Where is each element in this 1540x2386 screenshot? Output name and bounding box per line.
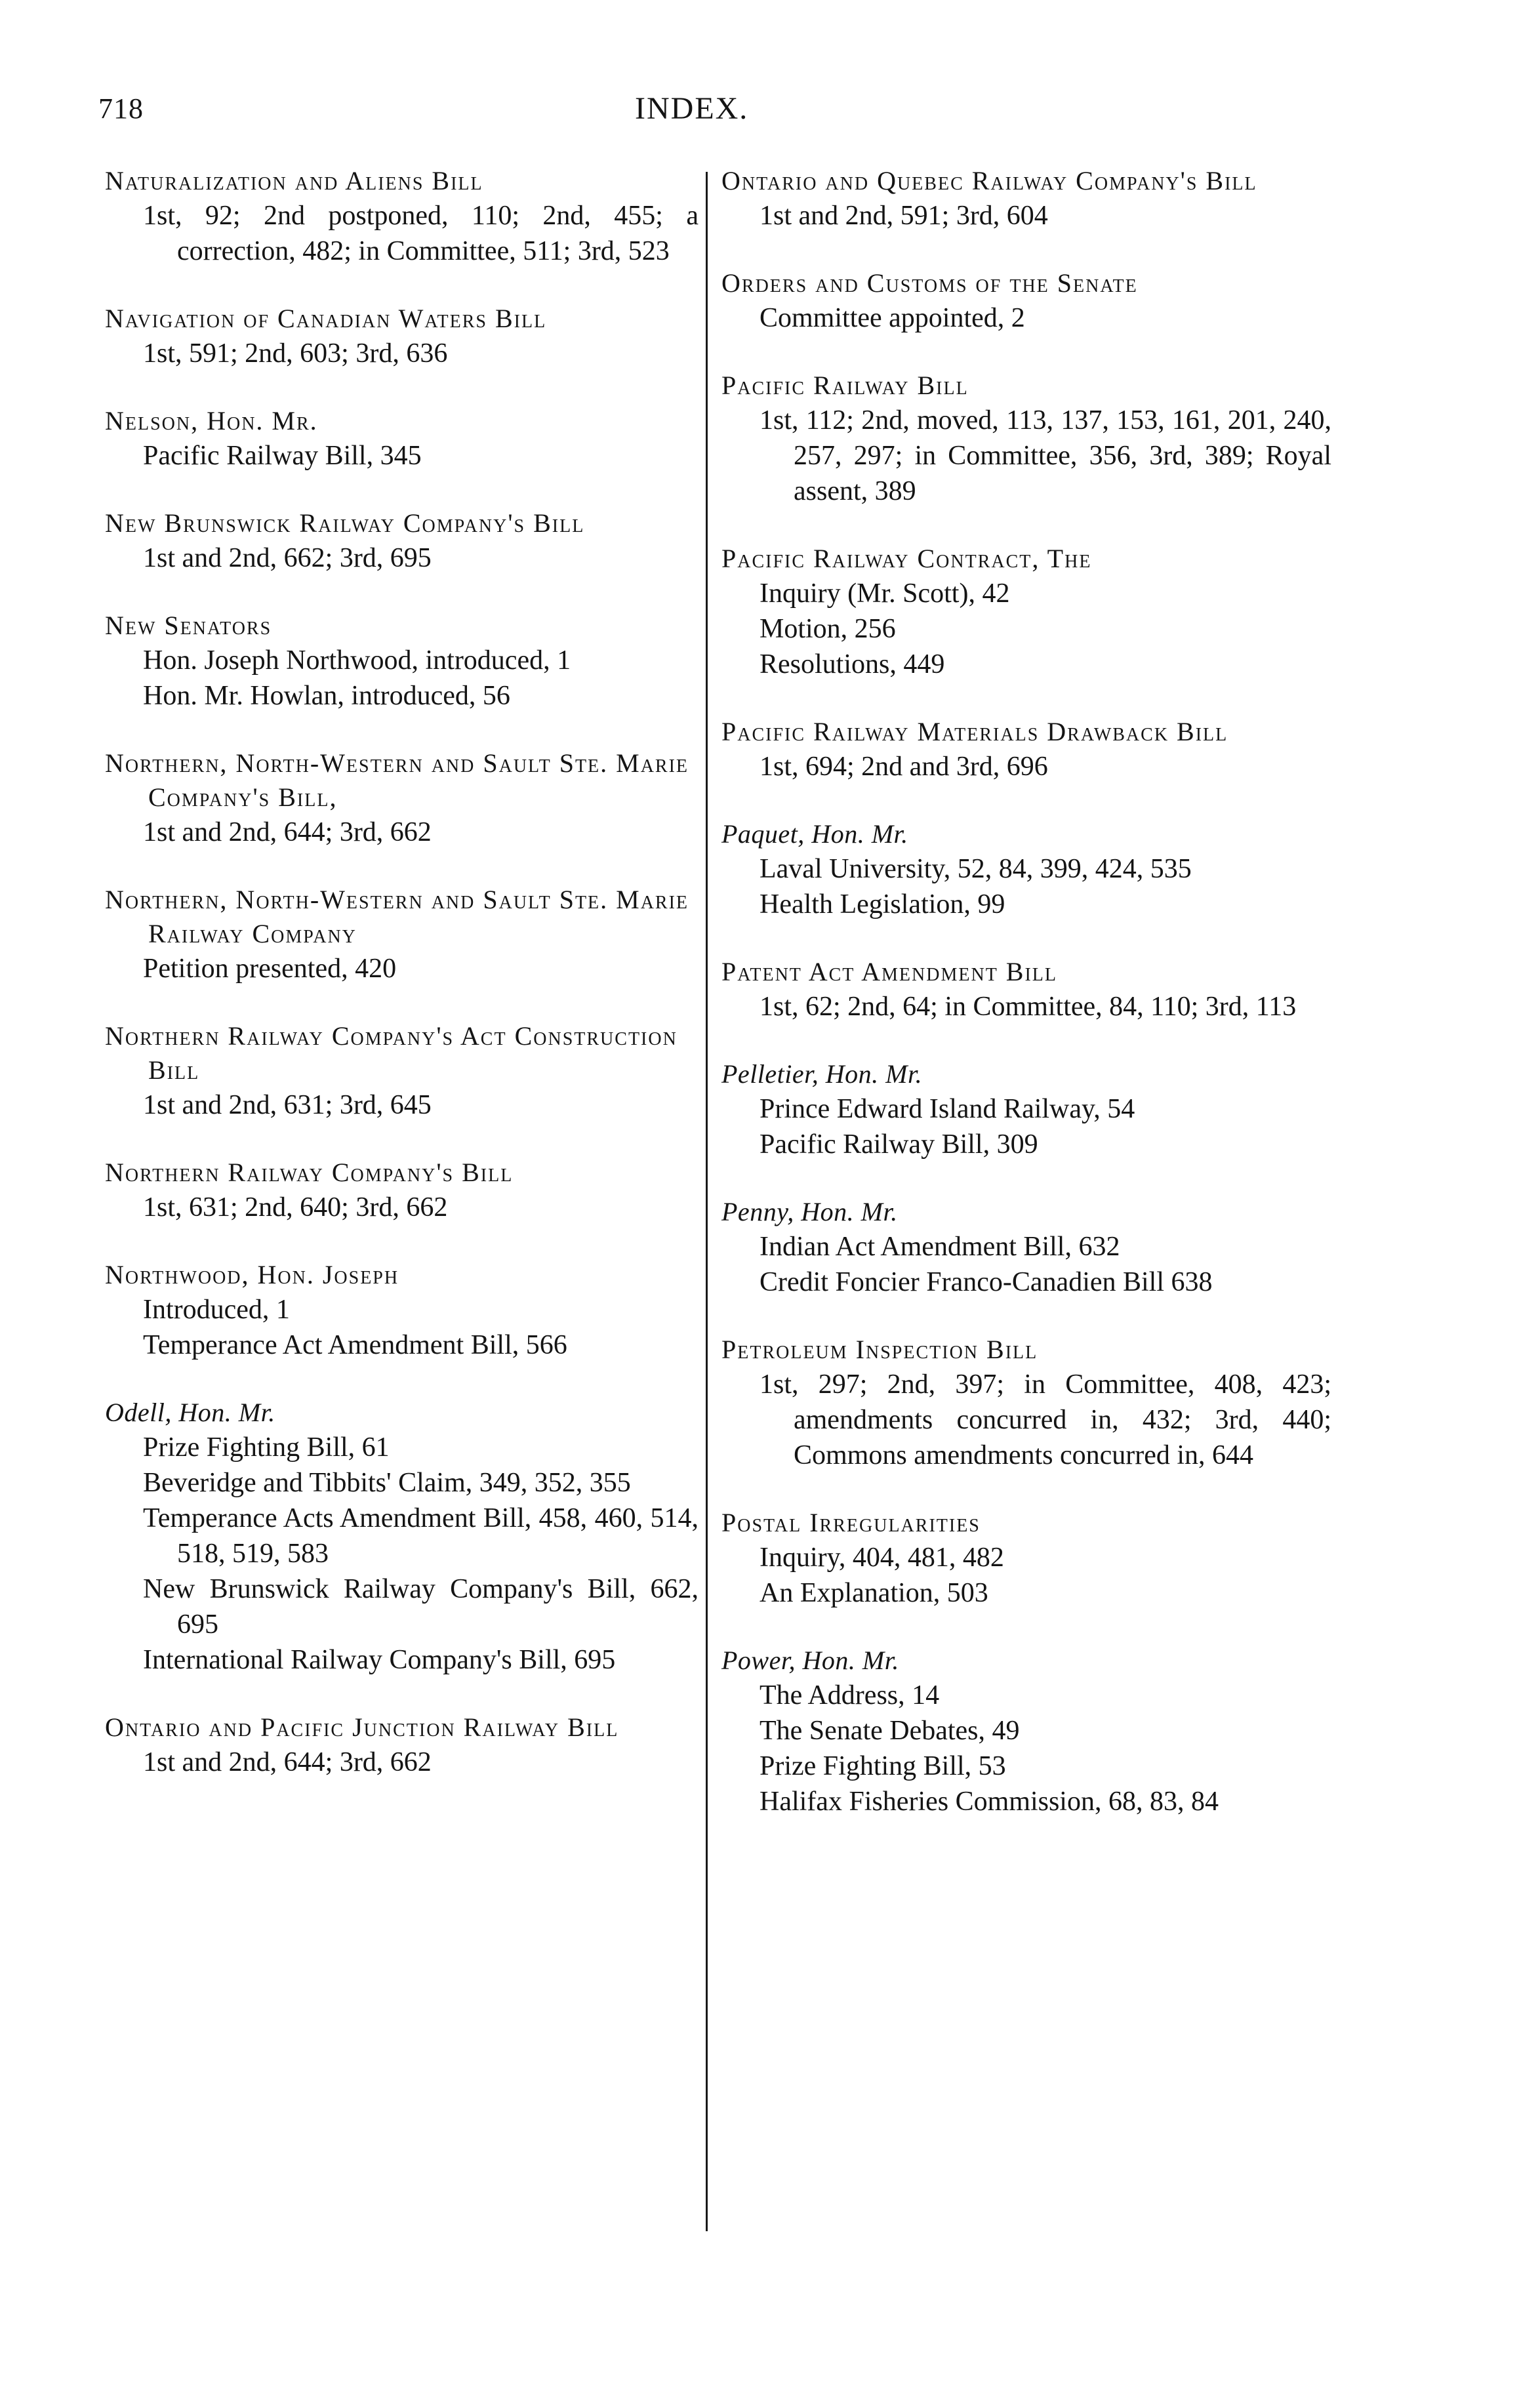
- entry-heading: Nelson, Hon. Mr.: [105, 406, 318, 435]
- index-entry: [105, 1156, 699, 1225]
- entry-subline: 1st, 112; 2nd, moved, 113, 137, 153, 161, 201, 240, 257, 297; in Committee, 356, 3rd, 389; Royal assent, 389: [760, 405, 1331, 506]
- entry-heading: Ontario and Pacific Junction Railway Bill: [105, 1712, 619, 1742]
- index-entry: [105, 609, 699, 714]
- entry-subline: The Address, 14: [760, 1680, 940, 1710]
- index-entry: [721, 817, 1331, 922]
- entry-subline: 1st, 631; 2nd, 640; 3rd, 662: [143, 1192, 448, 1223]
- page-number: 718: [98, 92, 144, 125]
- entry-heading: Northern Railway Company's Act Construction Bill: [105, 1021, 678, 1085]
- entry-heading: Paquet, Hon. Mr.: [721, 819, 908, 849]
- entry-subline: 1st, 591; 2nd, 603; 3rd, 636: [143, 338, 448, 369]
- entry-subline: Hon. Mr. Howlan, introduced, 56: [143, 681, 510, 711]
- entry-heading: Northern, North-Western and Sault Ste. Marie Company's Bill,: [105, 748, 689, 812]
- index-entry: [105, 404, 699, 474]
- index-entry: [105, 302, 699, 371]
- index-entry: [721, 1333, 1331, 1473]
- index-entry: [721, 369, 1331, 509]
- entry-subline: Beveridge and Tibbits' Claim, 349, 352, 355: [143, 1468, 631, 1498]
- entry-heading: Patent Act Amendment Bill: [721, 957, 1058, 986]
- entry-subline: 1st and 2nd, 662; 3rd, 695: [143, 543, 432, 573]
- entry-subline: Halifax Fisheries Commission, 68, 83, 84: [760, 1787, 1219, 1817]
- entry-subline: Prince Edward Island Railway, 54: [760, 1094, 1135, 1124]
- entry-subline: Temperance Act Amendment Bill, 566: [143, 1330, 567, 1360]
- entry-subline: 1st and 2nd, 631; 3rd, 645: [143, 1090, 432, 1120]
- entry-subline: New Brunswick Railway Company's Bill, 662, 695: [143, 1574, 699, 1640]
- entry-subline: Resolutions, 449: [760, 649, 945, 679]
- entry-subline: Prize Fighting Bill, 61: [143, 1432, 390, 1463]
- entry-heading: Pelletier, Hon. Mr.: [721, 1059, 923, 1089]
- entry-heading: Orders and Customs of the Senate: [721, 268, 1138, 298]
- entry-subline: Indian Act Amendment Bill, 632: [760, 1232, 1120, 1262]
- entry-subline: Introduced, 1: [143, 1295, 290, 1325]
- entry-heading: Power, Hon. Mr.: [721, 1646, 899, 1675]
- index-entry: [721, 266, 1331, 336]
- entry-heading: Naturalization and Aliens Bill: [105, 166, 483, 195]
- entry-subline: 1st, 694; 2nd and 3rd, 696: [760, 752, 1048, 782]
- entry-subline: 1st and 2nd, 591; 3rd, 604: [760, 201, 1048, 231]
- entry-heading: New Senators: [105, 611, 272, 640]
- index-entry: [721, 955, 1331, 1024]
- entry-subline: Health Legislation, 99: [760, 889, 1005, 920]
- entry-subline: Prize Fighting Bill, 53: [760, 1751, 1006, 1781]
- index-entry: [105, 1019, 699, 1123]
- index-entry: [721, 1057, 1331, 1162]
- entry-heading: Petroleum Inspection Bill: [721, 1335, 1038, 1364]
- entry-subline: Pacific Railway Bill, 309: [760, 1129, 1038, 1160]
- entry-heading: Northwood, Hon. Joseph: [105, 1260, 399, 1289]
- entry-subline: Petition presented, 420: [143, 954, 397, 984]
- entry-subline: Inquiry, 404, 481, 482: [760, 1543, 1004, 1573]
- entry-heading: Pacific Railway Bill: [721, 371, 969, 400]
- entry-subline: International Railway Company's Bill, 695: [143, 1645, 616, 1675]
- entry-subline: An Explanation, 503: [760, 1578, 988, 1608]
- entry-heading: Navigation of Canadian Waters Bill: [105, 304, 547, 333]
- entry-subline: 1st, 297; 2nd, 397; in Committee, 408, 423; amendments concurred in, 432; 3rd, 440; Commons amendments concurred in, 644: [760, 1369, 1331, 1470]
- entry-subline: 1st and 2nd, 644; 3rd, 662: [143, 817, 432, 847]
- entry-heading: Penny, Hon. Mr.: [721, 1197, 898, 1226]
- index-entry: [105, 1396, 699, 1678]
- right-column: [721, 164, 1331, 1852]
- index-entry: [721, 1195, 1331, 1300]
- entry-heading: Postal Irregularities: [721, 1508, 981, 1537]
- index-entry: [105, 164, 699, 269]
- entry-subline: Laval University, 52, 84, 399, 424, 535: [760, 854, 1192, 884]
- entry-subline: Hon. Joseph Northwood, introduced, 1: [143, 645, 571, 676]
- entry-heading: Ontario and Quebec Railway Company's Bill: [721, 166, 1257, 195]
- index-entry: [105, 506, 699, 576]
- entry-subline: Inquiry (Mr. Scott), 42: [760, 578, 1010, 609]
- entry-subline: Motion, 256: [760, 614, 896, 644]
- entry-heading: Northern Railway Company's Bill: [105, 1158, 514, 1187]
- index-entry: [105, 1710, 699, 1780]
- index-entry: [105, 1258, 699, 1363]
- entry-subline: The Senate Debates, 49: [760, 1716, 1020, 1746]
- column-divider: [706, 172, 708, 2231]
- entry-subline: 1st, 92; 2nd postponed, 110; 2nd, 455; a correction, 482; in Committee, 511; 3rd, 523: [143, 201, 699, 266]
- index-entry: [721, 1506, 1331, 1611]
- entry-subline: Committee appointed, 2: [760, 303, 1025, 333]
- running-head: INDEX.: [635, 91, 749, 126]
- entry-subline: 1st, 62; 2nd, 64; in Committee, 84, 110; 3rd, 113: [760, 992, 1297, 1022]
- entry-heading: Pacific Railway Contract, The: [721, 544, 1092, 573]
- left-column: [105, 164, 699, 1813]
- entry-heading: Odell, Hon. Mr.: [105, 1398, 275, 1427]
- entry-subline: Pacific Railway Bill, 345: [143, 441, 422, 471]
- index-entry: [721, 715, 1331, 784]
- index-entry: [721, 1644, 1331, 1819]
- entry-heading: Northern, North-Western and Sault Ste. Marie Railway Company: [105, 885, 689, 948]
- index-entry: [721, 164, 1331, 233]
- entry-subline: Temperance Acts Amendment Bill, 458, 460, 514, 518, 519, 583: [143, 1503, 699, 1569]
- index-entry: [721, 542, 1331, 682]
- entry-heading: Pacific Railway Materials Drawback Bill: [721, 717, 1228, 746]
- entry-subline: 1st and 2nd, 644; 3rd, 662: [143, 1747, 432, 1777]
- index-entry: [105, 746, 699, 850]
- index-entry: [105, 883, 699, 986]
- entry-heading: New Brunswick Railway Company's Bill: [105, 508, 585, 538]
- entry-subline: Credit Foncier Franco-Canadien Bill 638: [760, 1267, 1213, 1297]
